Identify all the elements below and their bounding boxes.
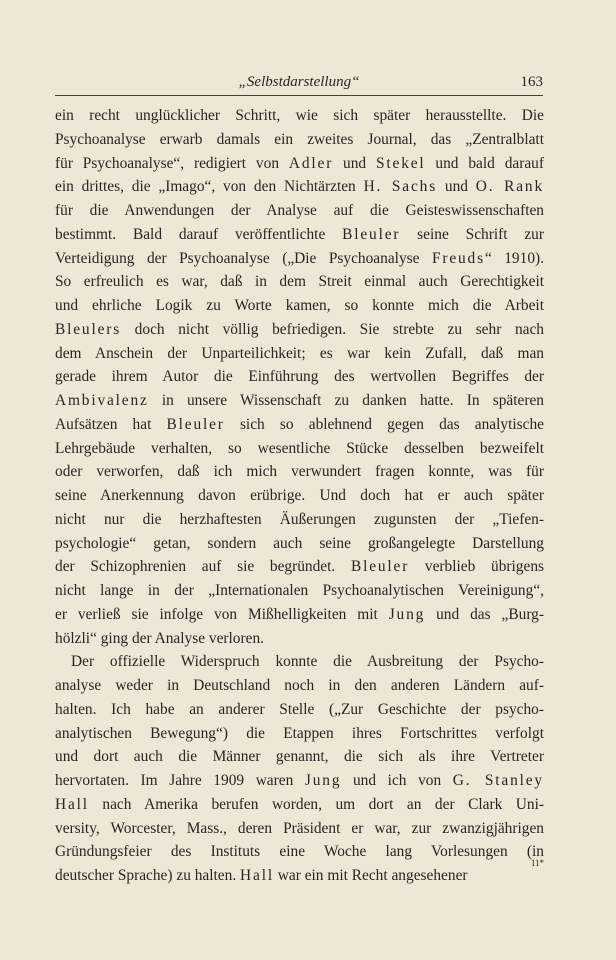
text-run: Der offizielle Widerspruch konnte die Ausbreitung der Psycho-: [71, 653, 544, 671]
text-line: [55, 460, 544, 484]
text-line: [55, 579, 544, 603]
text-line: [55, 603, 544, 627]
page-header: [55, 72, 543, 94]
spaced-name: Jung: [304, 772, 342, 789]
text-run: in unsere Wissenschaft zu danken hatte. In späteren: [148, 392, 544, 409]
text-run: versity, Worcester, Mass., deren Präsident er war, zur zwanzigjährigen: [55, 819, 544, 837]
text-run: halten. Ich habe an anderer Stelle („Zur Geschichte der psycho-: [55, 700, 544, 718]
spaced-name: Bleuler: [342, 225, 401, 243]
text-line: [55, 627, 544, 651]
spaced-name: O. Rank: [475, 178, 545, 196]
spaced-name: Freuds: [431, 249, 485, 267]
text-run: Psychoanalyse erwarb damals ein zweites Journal, das „Zentralblatt: [55, 130, 544, 148]
text-line: [55, 365, 544, 389]
text-run: sich so ablehnend gegen das analytische: [224, 415, 544, 433]
text-run: seine Anerkennung davon erübrige. Und doch hat er auch später: [55, 487, 544, 504]
text-line: [55, 223, 544, 247]
text-run: bestimmt. Bald darauf veröffentlichte: [55, 225, 343, 243]
spaced-name: G. Stanley: [452, 772, 544, 789]
text-run: verblieb übrigens: [409, 558, 545, 576]
text-run: war ein mit Recht angesehener: [273, 867, 468, 884]
text-line: [55, 698, 544, 722]
text-line: [55, 128, 544, 152]
spaced-name: Hall: [55, 795, 89, 813]
text-line: [55, 389, 544, 413]
text-line: [55, 864, 544, 888]
text-run: er verließ sie infolge von Mißhelligkeiten mit: [55, 605, 389, 623]
text-line: [55, 817, 544, 841]
spaced-name: Bleulers: [55, 320, 122, 338]
text-run: dem Anschein der Unparteilichkeit; es war kein Zufall, daß man: [55, 344, 544, 362]
header-rule: [55, 95, 543, 96]
text-run: und das „Burg-: [425, 605, 544, 623]
text-run: und dort auch die Männer genannt, die sich als ihre Vertreter: [55, 748, 544, 766]
text-run: der Schizophrenien auf sie begründet.: [55, 558, 351, 576]
text-run: deutscher Sprache) zu halten.: [55, 867, 241, 884]
text-run: psychologie“ getan, sondern auch seine großangelegte Darstellung: [55, 534, 544, 552]
text-run: “ 1910).: [484, 249, 544, 267]
text-run: ein recht unglücklicher Schritt, wie sich später herausstellte. Die: [55, 107, 544, 124]
text-run: analyse weder in Deutschland noch in den anderen Ländern auf-: [55, 677, 544, 694]
text-line: [55, 722, 544, 746]
text-line: [55, 793, 544, 817]
text-run: hölzli“ ging der Analyse verloren.: [55, 629, 264, 647]
text-run: und bald darauf: [425, 154, 544, 172]
text-line: [55, 247, 544, 271]
spaced-name: Bleuler: [350, 558, 410, 576]
text-line: [55, 484, 544, 508]
text-line: [55, 555, 544, 579]
text-run: und: [333, 154, 376, 172]
page-number: 163: [520, 74, 543, 90]
text-line: [55, 769, 544, 793]
text-run: Gründungsfeier des Instituts eine Woche lang Vorlesungen (in: [55, 843, 544, 861]
text-line: [55, 199, 544, 223]
text-line: [55, 674, 544, 698]
spaced-name: Hall: [240, 867, 274, 884]
text-run: nicht nur die herzhaftesten Äußerungen zugunsten der „Tiefen-: [55, 510, 544, 528]
text-run: doch nicht völlig befriedigen. Sie strebte zu sehr nach: [121, 320, 544, 338]
text-line: [55, 745, 544, 769]
text-run: analytischen Bewegung“) die Etappen ihres Fortschrittes verfolgt: [55, 724, 544, 742]
spaced-name: H. Sachs: [363, 178, 438, 196]
text-line: [55, 413, 544, 437]
text-line: [55, 650, 544, 674]
text-run: für die Anwendungen der Analyse auf die Geisteswissenschaften: [55, 202, 544, 219]
text-line: [55, 342, 544, 366]
text-run: gerade ihrem Autor die Einführung des wertvollen Begriffes der: [55, 368, 544, 386]
text-run: seine Schrift zur: [400, 225, 544, 243]
text-run: und ich von: [341, 772, 453, 789]
spaced-name: Jung: [388, 605, 426, 623]
text-line: [55, 270, 544, 294]
text-line: [55, 104, 544, 128]
text-line: [55, 840, 544, 864]
spaced-name: Stekel: [375, 154, 426, 172]
text-run: ein drittes, die „Imago“, von den Nichtärzten: [55, 178, 364, 196]
text-run: Verteidigung der Psychoanalyse („Die Psychoanalyse: [55, 249, 432, 267]
text-run: So erfreulich es war, daß in dem Streit einmal auch Gerechtigkeit: [55, 273, 544, 291]
spaced-name: Bleuler: [166, 415, 225, 433]
text-run: Aufsätzen hat: [55, 415, 167, 433]
spaced-name: Ambivalenz: [55, 392, 149, 409]
text-run: hervortaten. Im Jahre 1909 waren: [55, 772, 305, 789]
text-run: nicht lange in der „Internationalen Psychoanalytischen Vereinigung“,: [55, 582, 544, 599]
text-run: Lehrgebäude verhalten, so wesentliche Stücke desselben bezweifelt: [55, 439, 544, 457]
text-line: [55, 318, 544, 342]
text-run: nach Amerika berufen worden, um dort an der Clark Uni-: [88, 795, 544, 813]
text-run: oder verworfen, daß ich mich verwundert fragen konnte, was für: [55, 463, 544, 481]
signature-mark: 11*: [530, 858, 544, 868]
text-line: [55, 532, 544, 556]
text-line: [55, 152, 544, 176]
text-line: [55, 437, 544, 461]
text-line: [55, 294, 544, 318]
text-run: für Psychoanalyse“, redigiert von: [55, 154, 289, 172]
text-line: [55, 175, 544, 199]
text-run: und: [437, 178, 476, 196]
running-title: „Selbstdarstellung“: [238, 74, 360, 90]
text-line: [55, 508, 544, 532]
body-text: [55, 104, 544, 888]
spaced-name: Adler: [288, 154, 334, 172]
text-run: und ehrliche Logik zu Worte kamen, so konnte mich die Arbeit: [55, 297, 544, 314]
